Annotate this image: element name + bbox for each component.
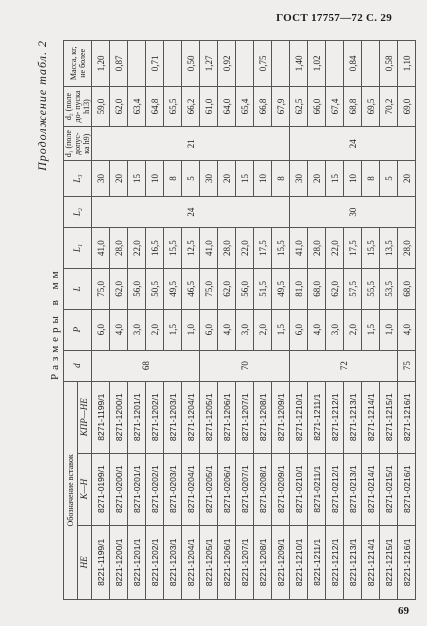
d2-cell: 59,0 <box>92 86 110 127</box>
table-row <box>380 41 398 600</box>
d1-cell: 21 <box>92 127 290 161</box>
page-number: 69 <box>398 605 409 617</box>
ne-cell: 8221-1215/1 <box>380 525 398 599</box>
table-row <box>200 41 218 600</box>
l3-cell: 8 <box>164 161 182 197</box>
kpr-cell: 8271-1209/1 <box>272 381 290 453</box>
kpr-cell: 8271-1199/1 <box>92 381 110 453</box>
l1-cell: 28,0 <box>308 228 326 269</box>
d-cell: 75 <box>398 350 416 381</box>
l1-cell: 22,0 <box>326 228 344 269</box>
l1-cell: 22,0 <box>236 228 254 269</box>
l1-cell: 41,0 <box>290 228 308 269</box>
mass-cell <box>326 41 344 87</box>
d2-cell: 67,4 <box>326 86 344 127</box>
d2-cell: 69,5 <box>362 86 380 127</box>
ne-cell: 8221-1203/1 <box>164 525 182 599</box>
kpr-cell: 8271-1201/1 <box>128 381 146 453</box>
p-cell: 1,0 <box>182 309 200 350</box>
d2-cell: 62,0 <box>110 86 128 127</box>
l-cell: 62,0 <box>218 268 236 309</box>
table-row <box>290 41 308 600</box>
mass-cell <box>236 41 254 87</box>
table-row <box>218 41 236 600</box>
l-cell: 81,0 <box>290 268 308 309</box>
kpr-header: КПР—НЕ <box>78 381 92 453</box>
l-cell: 57,5 <box>344 268 362 309</box>
mass-cell: 0,75 <box>254 41 272 87</box>
l1-cell: 15,5 <box>272 228 290 269</box>
ne-cell: 8221-1202/1 <box>146 525 164 599</box>
l-cell: 55,5 <box>362 268 380 309</box>
d-cell: 70 <box>200 350 290 381</box>
l-cell: 46,5 <box>182 268 200 309</box>
d1-header: d₁ (поле допус- ка h9) <box>64 127 92 161</box>
l3-cell: 10 <box>146 161 164 197</box>
ne-header: НЕ <box>78 525 92 599</box>
ne-cell: 8221-1214/1 <box>362 525 380 599</box>
table-row <box>362 41 380 600</box>
mass-cell: 1,10 <box>398 41 416 87</box>
l-cell: 62,0 <box>110 268 128 309</box>
d2-cell: 65,4 <box>236 86 254 127</box>
d2-cell: 70,2 <box>380 86 398 127</box>
p-cell: 6,0 <box>200 309 218 350</box>
table-row <box>164 41 182 600</box>
l3-cell: 30 <box>290 161 308 197</box>
d-cell: 68 <box>92 350 200 381</box>
page-header: ГОСТ 17757—72 С. 29 <box>276 12 392 24</box>
l-cell: 75,0 <box>92 268 110 309</box>
l3-cell: 20 <box>110 161 128 197</box>
p-cell: 2,0 <box>146 309 164 350</box>
d2-cell: 63,4 <box>128 86 146 127</box>
p-cell: 4,0 <box>218 309 236 350</box>
l3-cell: 15 <box>236 161 254 197</box>
d2-cell: 69,0 <box>398 86 416 127</box>
mass-cell <box>362 41 380 87</box>
l3-cell: 20 <box>308 161 326 197</box>
l1-cell: 15,5 <box>164 228 182 269</box>
kn-cell: 8271-0200/1 <box>110 453 128 525</box>
p-cell: 2,0 <box>344 309 362 350</box>
kpr-cell: 8271-1214/1 <box>362 381 380 453</box>
kpr-cell: 8271-1212/1 <box>326 381 344 453</box>
table-body <box>92 41 416 600</box>
ne-cell: 8221-1213/1 <box>344 525 362 599</box>
p-cell: 6,0 <box>290 309 308 350</box>
kn-cell: 8271-0211/1 <box>308 453 326 525</box>
l-cell: 50,5 <box>146 268 164 309</box>
mass-cell: 0,50 <box>182 41 200 87</box>
d2-cell: 64,8 <box>146 86 164 127</box>
kn-cell: 8271-0202/1 <box>146 453 164 525</box>
table-row <box>236 41 254 600</box>
kn-cell: 8271-0209/1 <box>272 453 290 525</box>
table-row <box>128 41 146 600</box>
l-header: L <box>64 268 92 309</box>
p-cell: 1,5 <box>362 309 380 350</box>
l3-cell: 20 <box>398 161 416 197</box>
ne-cell: 8221-1209/1 <box>272 525 290 599</box>
p-cell: 1,0 <box>380 309 398 350</box>
kn-cell: 8271-0208/1 <box>254 453 272 525</box>
ne-cell: 8221-1199/1 <box>92 525 110 599</box>
l1-cell: 16,5 <box>146 228 164 269</box>
mass-cell <box>272 41 290 87</box>
l1-cell: 41,0 <box>92 228 110 269</box>
mass-header: Масса, кг, не более <box>64 41 92 87</box>
table-row <box>92 41 110 600</box>
l1-cell: 15,5 <box>362 228 380 269</box>
kpr-cell: 8271-1216/1 <box>398 381 416 453</box>
ne-cell: 8221-1210/1 <box>290 525 308 599</box>
l3-header: L₃ <box>64 161 92 197</box>
kpr-cell: 8271-1211/1 <box>308 381 326 453</box>
kn-cell: 8271-0203/1 <box>164 453 182 525</box>
p-cell: 4,0 <box>308 309 326 350</box>
kn-cell: 8271-0201/1 <box>128 453 146 525</box>
kn-cell: 8271-0212/1 <box>326 453 344 525</box>
p-cell: 1,5 <box>272 309 290 350</box>
l1-cell: 28,0 <box>218 228 236 269</box>
ne-cell: 8221-1207/1 <box>236 525 254 599</box>
table-row <box>344 41 362 600</box>
l-cell: 68,0 <box>308 268 326 309</box>
rotated-content <box>35 40 412 600</box>
table-row <box>326 41 344 600</box>
kpr-cell: 8271-1207/1 <box>236 381 254 453</box>
p-cell: 3,0 <box>236 309 254 350</box>
l1-cell: 41,0 <box>200 228 218 269</box>
mass-cell <box>164 41 182 87</box>
ne-cell: 8221-1212/1 <box>326 525 344 599</box>
l-cell: 51,5 <box>254 268 272 309</box>
mass-cell: 0,92 <box>218 41 236 87</box>
kn-cell: 8271-0215/1 <box>380 453 398 525</box>
d2-cell: 68,8 <box>344 86 362 127</box>
l-cell: 56,0 <box>236 268 254 309</box>
d2-cell: 61,0 <box>200 86 218 127</box>
p-cell: 3,0 <box>326 309 344 350</box>
table-row <box>254 41 272 600</box>
designation-header: Обозначение вставок <box>64 381 78 599</box>
kn-cell: 8271-0204/1 <box>182 453 200 525</box>
kpr-cell: 8271-1213/1 <box>344 381 362 453</box>
mass-cell: 1,02 <box>308 41 326 87</box>
l-cell: 53,5 <box>380 268 398 309</box>
l3-cell: 5 <box>380 161 398 197</box>
l3-cell: 15 <box>128 161 146 197</box>
d1-cell: 24 <box>290 127 416 161</box>
l-cell: 56,0 <box>128 268 146 309</box>
d2-cell: 65,5 <box>164 86 182 127</box>
sizes-caption: Размеры в мм <box>49 267 61 380</box>
ne-cell: 8221-1201/1 <box>128 525 146 599</box>
kn-cell: 8271-0206/1 <box>218 453 236 525</box>
kpr-cell: 8271-1208/1 <box>254 381 272 453</box>
l3-cell: 8 <box>272 161 290 197</box>
ne-cell: 8221-1200/1 <box>110 525 128 599</box>
kpr-cell: 8271-1206/1 <box>218 381 236 453</box>
l-cell: 68,0 <box>398 268 416 309</box>
kpr-cell: 8271-1203/1 <box>164 381 182 453</box>
dimensions-table <box>63 40 416 600</box>
kpr-cell: 8271-1200/1 <box>110 381 128 453</box>
ne-cell: 8221-1208/1 <box>254 525 272 599</box>
kn-cell: 8271-0213/1 <box>344 453 362 525</box>
l3-cell: 30 <box>92 161 110 197</box>
kn-cell: 8271-0210/1 <box>290 453 308 525</box>
kn-cell: 8271-0199/1 <box>92 453 110 525</box>
mass-cell: 0,87 <box>110 41 128 87</box>
l1-header: L₁ <box>64 228 92 269</box>
d2-header: d₂ (поле до- пуска h13) <box>64 86 92 127</box>
kn-cell: 8271-0216/1 <box>398 453 416 525</box>
l3-cell: 10 <box>344 161 362 197</box>
kn-cell: 8271-0205/1 <box>200 453 218 525</box>
l-cell: 62,0 <box>326 268 344 309</box>
l3-cell: 15 <box>326 161 344 197</box>
mass-cell: 0,71 <box>146 41 164 87</box>
kpr-cell: 8271-1210/1 <box>290 381 308 453</box>
table-row <box>110 41 128 600</box>
l3-cell: 20 <box>218 161 236 197</box>
l-cell: 49,5 <box>164 268 182 309</box>
ne-cell: 8221-1206/1 <box>218 525 236 599</box>
table-row <box>398 41 416 600</box>
header-row-1 <box>64 41 78 600</box>
l1-cell: 17,5 <box>344 228 362 269</box>
table-row <box>182 41 200 600</box>
mass-cell: 1,20 <box>92 41 110 87</box>
kpr-cell: 8271-1204/1 <box>182 381 200 453</box>
kn-header: К—Н <box>78 453 92 525</box>
kpr-cell: 8271-1205/1 <box>200 381 218 453</box>
l3-cell: 30 <box>200 161 218 197</box>
kn-cell: 8271-0214/1 <box>362 453 380 525</box>
ne-cell: 8221-1211/1 <box>308 525 326 599</box>
ne-cell: 8221-1216/1 <box>398 525 416 599</box>
kn-cell: 8271-0207/1 <box>236 453 254 525</box>
l2-cell: 24 <box>92 196 290 227</box>
l3-cell: 5 <box>182 161 200 197</box>
p-cell: 3,0 <box>128 309 146 350</box>
l1-cell: 22,0 <box>128 228 146 269</box>
table-row <box>308 41 326 600</box>
l1-cell: 13,5 <box>380 228 398 269</box>
kpr-cell: 8271-1215/1 <box>380 381 398 453</box>
p-cell: 4,0 <box>110 309 128 350</box>
l2-header: L₂ <box>64 196 92 227</box>
l1-cell: 17,5 <box>254 228 272 269</box>
p-cell: 6,0 <box>92 309 110 350</box>
p-cell: 2,0 <box>254 309 272 350</box>
l1-cell: 28,0 <box>398 228 416 269</box>
p-header: P <box>64 309 92 350</box>
d-cell: 72 <box>290 350 398 381</box>
d2-cell: 66,0 <box>308 86 326 127</box>
l-cell: 75,0 <box>200 268 218 309</box>
d2-cell: 67,9 <box>272 86 290 127</box>
p-cell: 1,5 <box>164 309 182 350</box>
mass-cell: 1,27 <box>200 41 218 87</box>
ne-cell: 8221-1205/1 <box>200 525 218 599</box>
d2-cell: 66,8 <box>254 86 272 127</box>
kpr-cell: 8271-1202/1 <box>146 381 164 453</box>
l-cell: 49,5 <box>272 268 290 309</box>
mass-cell: 0,84 <box>344 41 362 87</box>
table-row <box>272 41 290 600</box>
l1-cell: 28,0 <box>110 228 128 269</box>
mass-cell <box>128 41 146 87</box>
l2-cell: 30 <box>290 196 416 227</box>
table-row <box>146 41 164 600</box>
d2-cell: 64,0 <box>218 86 236 127</box>
table-title: Продолжение табл. 2 <box>35 40 49 171</box>
d2-cell: 66,2 <box>182 86 200 127</box>
p-cell: 4,0 <box>398 309 416 350</box>
mass-cell: 1,40 <box>290 41 308 87</box>
d-header: d <box>64 350 92 381</box>
mass-cell: 0,58 <box>380 41 398 87</box>
l3-cell: 10 <box>254 161 272 197</box>
d2-cell: 62,5 <box>290 86 308 127</box>
l1-cell: 12,5 <box>182 228 200 269</box>
ne-cell: 8221-1204/1 <box>182 525 200 599</box>
l3-cell: 8 <box>362 161 380 197</box>
